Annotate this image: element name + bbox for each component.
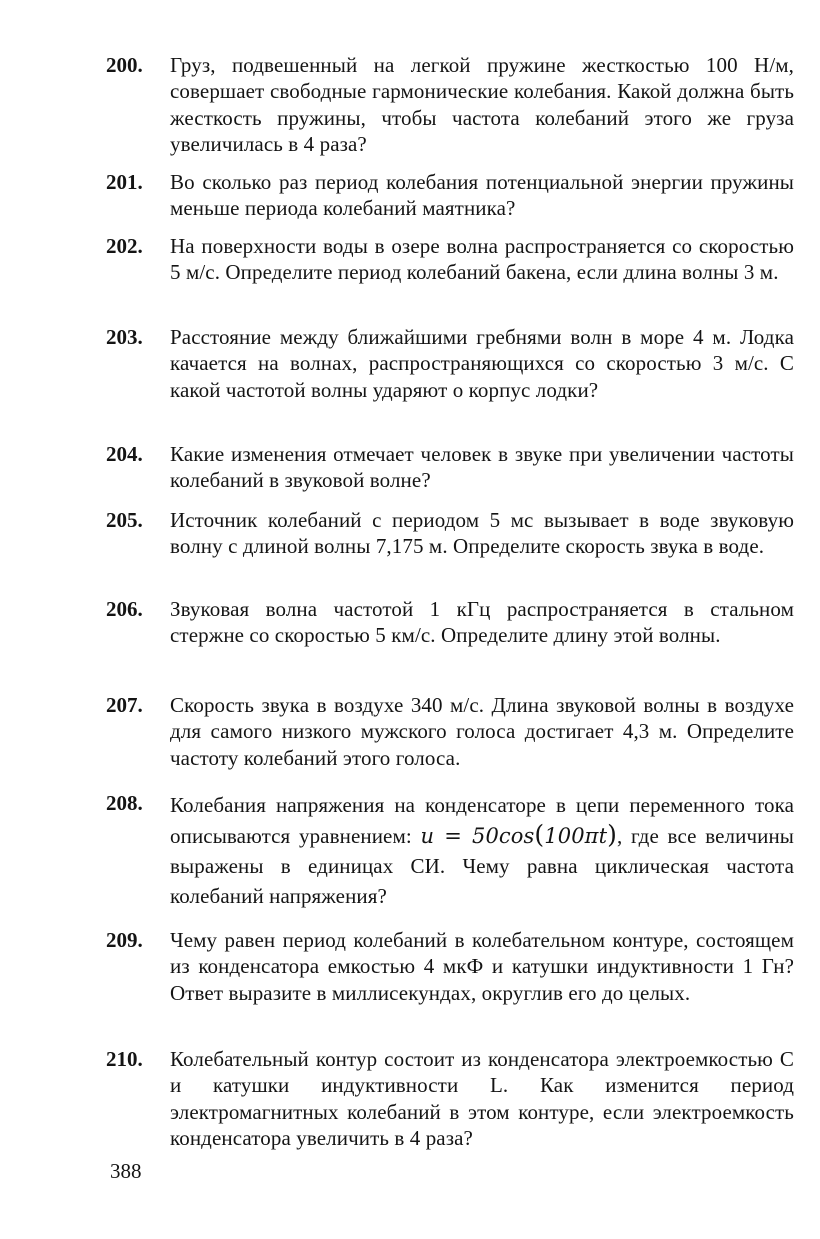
problem-number: 203.: [106, 325, 143, 349]
formula-close-paren: ): [607, 820, 617, 849]
problem-text: На поверхности воды в озере волна распространяется со скоростью 5 м/с. Определите период колебаний бакена, если длина волны 3 м.: [170, 234, 794, 285]
problem-text-before: Колебания напряжения на конденсаторе в цепи переменного тока описываются уравнением:: [170, 793, 794, 848]
problem-text: Расстояние между ближайшими гребнями волн в море 4 м. Лодка качается на волнах, распространяющихся со скоростью 3 м/с. С какой частотой волны ударяют о корпус лодки?: [170, 325, 794, 402]
problem-text: Скорость звука в воздухе 340 м/с. Длина звуковой волны в воздухе для самого низкого мужского голоса достигает 4,3 м. Определите частоту колебаний этого голоса.: [170, 693, 794, 770]
problem-number: 201.: [106, 170, 143, 194]
problem-210: [106, 1046, 794, 1151]
problem-205: [106, 507, 794, 560]
problem-209: [106, 927, 794, 1006]
problem-text: Колебательный контур состоит из конденсатора электроемкостью C и катушки индуктивности L. Как изменится период электромагнитных колебаний в этом контуре, если электроемкость конденсатора увеличить в 4 раза?: [170, 1047, 794, 1150]
problem-207: [106, 692, 794, 771]
problem-number: 205.: [106, 508, 143, 532]
problem-number: 208.: [106, 791, 143, 815]
problem-number: 202.: [106, 234, 143, 258]
page-number: 388: [110, 1159, 142, 1183]
formula-open-paren: (: [534, 820, 545, 849]
problem-text: Какие изменения отмечает человек в звуке при увеличении частоты колебаний в звуковой волне?: [170, 442, 794, 493]
problem-206: [106, 596, 794, 649]
problem-text: [170, 790, 794, 911]
problem-number: 207.: [106, 693, 143, 717]
problem-number: 204.: [106, 442, 143, 466]
problem-text: Во сколько раз период колебания потенциальной энергии пружины меньше периода колебаний маятника?: [170, 170, 794, 221]
formula-argument: 100πt: [544, 824, 608, 848]
problem-text: Звуковая волна частотой 1 кГц распространяется в стальном стержне со скоростью 5 км/с. Определите длину этой волны.: [170, 597, 794, 648]
problem-202: [106, 233, 794, 286]
problem-text: Груз, подвешенный на легкой пружине жесткостью 100 Н/м, совершает свободные гармонические колебания. Какой должна быть жесткость пружины, чтобы частота колебаний этого же груза увеличилась в 4 раза?: [170, 53, 794, 156]
problem-200: [106, 52, 794, 157]
problem-text-after: , где все величины выражены в единицах СИ. Чему равна циклическая частота колебаний напряжения?: [170, 824, 794, 908]
problem-number: 206.: [106, 597, 143, 621]
problem-204: [106, 441, 794, 494]
problem-number: 209.: [106, 928, 143, 952]
problem-text: Чему равен период колебаний в колебательном контуре, состоящем из конденсатора емкостью 4 мкФ и катушки индуктивности 1 Гн? Ответ выразите в миллисекундах, округлив его до целых.: [170, 928, 794, 1005]
formula-lhs: u = 50cos: [420, 824, 535, 848]
problem-number: 200.: [106, 53, 143, 77]
problem-number: 210.: [106, 1047, 143, 1071]
problem-text: Источник колебаний с периодом 5 мс вызывает в воде звуковую волну с длиной волны 7,175 м. Определите скорость звука в воде.: [170, 508, 794, 559]
problem-201: [106, 169, 794, 222]
voltage-formula: [420, 820, 617, 849]
problem-203: [106, 324, 794, 403]
problem-208: [106, 790, 794, 911]
